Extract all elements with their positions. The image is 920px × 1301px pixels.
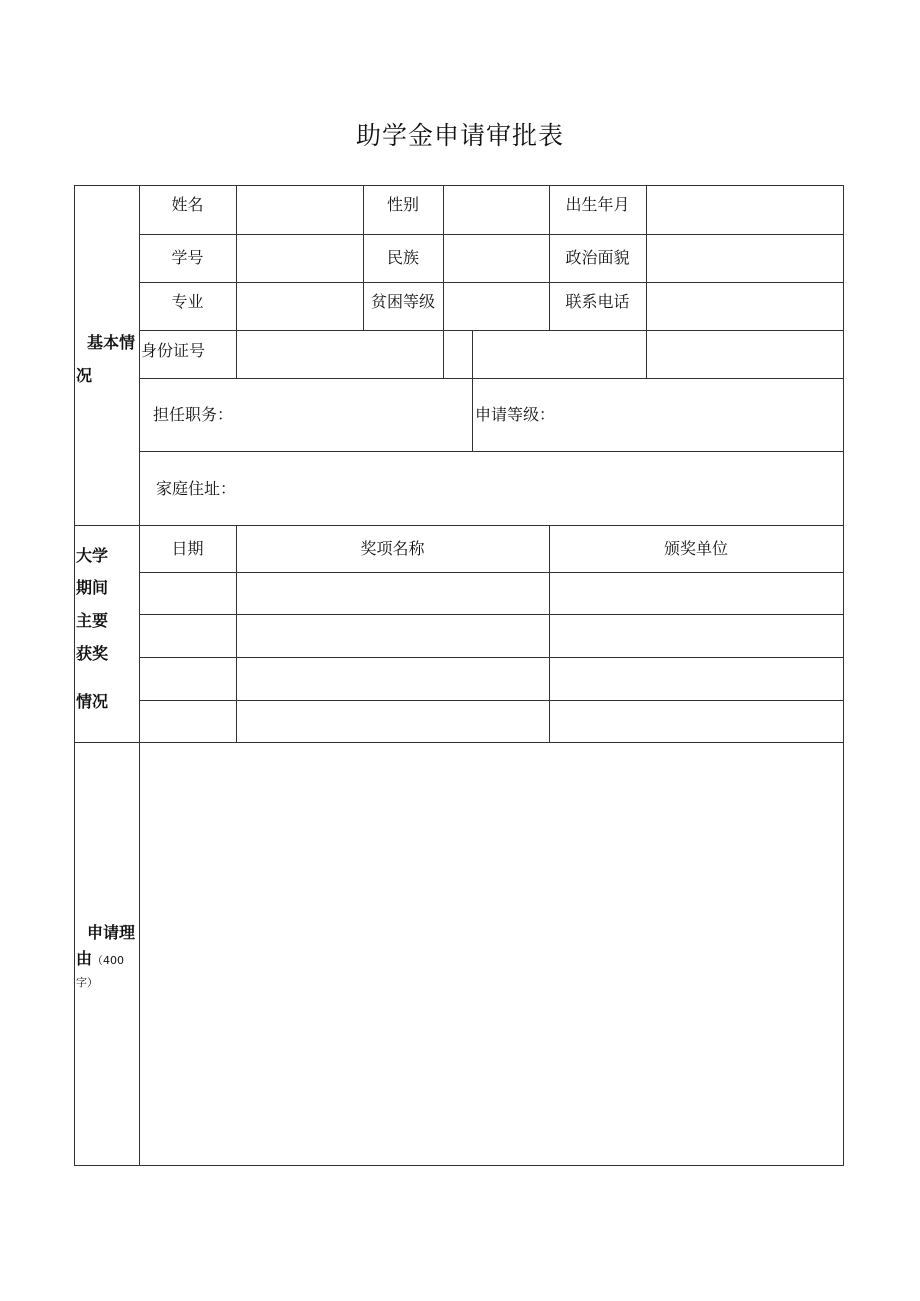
section-basic-label-line1: 基本情 [87, 333, 136, 352]
label-student-id: 学号 [171, 248, 204, 267]
section-awards-label-line1: 大学 [76, 546, 109, 565]
reason-word-limit-unit: 字） [76, 976, 98, 989]
section-awards-label-line2: 期间 [76, 578, 109, 597]
reason-word-limit: （400 [92, 954, 125, 967]
section-basic-label-line2: 况 [76, 366, 93, 385]
page-title: 助学金申请审批表 [355, 121, 564, 150]
label-birth-date: 出生年月 [565, 195, 630, 214]
label-home-address: 家庭住址： [156, 479, 237, 498]
apply-level-field[interactable] [555, 379, 843, 451]
section-awards-label-line3: 主要 [76, 611, 109, 630]
label-major: 专业 [171, 292, 204, 311]
label-poverty-level: 贫困等级 [370, 292, 435, 311]
home-address-field[interactable] [240, 452, 843, 525]
label-apply-level: 申请等级： [475, 405, 556, 424]
extra-field-2[interactable] [647, 331, 843, 378]
political-status-field[interactable] [647, 235, 843, 282]
label-gender: 性别 [386, 195, 419, 214]
awards-header-date: 日期 [171, 539, 204, 558]
position-field[interactable] [236, 379, 472, 451]
name-field[interactable] [237, 186, 363, 234]
student-id-field[interactable] [237, 235, 363, 282]
label-political-status: 政治面貌 [565, 248, 630, 267]
label-phone: 联系电话 [565, 292, 630, 311]
ethnicity-field[interactable] [444, 235, 549, 282]
section-awards-label-line5: 情况 [76, 692, 109, 711]
label-position: 担任职务： [153, 405, 234, 424]
label-name: 姓名 [171, 195, 204, 214]
id-card-field[interactable] [237, 331, 443, 378]
section-reason-label-line1: 申请理 [87, 923, 136, 942]
birth-date-field[interactable] [647, 186, 843, 234]
awards-header-award-name: 奖项名称 [360, 539, 425, 558]
phone-field[interactable] [647, 283, 843, 330]
poverty-level-field[interactable] [444, 283, 549, 330]
section-awards-label-line4: 获奖 [76, 644, 109, 663]
application-reason-field[interactable] [140, 743, 843, 1165]
gender-field[interactable] [444, 186, 549, 234]
label-id-card: 身份证号 [141, 341, 206, 360]
major-field[interactable] [237, 283, 363, 330]
awards-header-issuer: 颁奖单位 [663, 539, 728, 558]
extra-field-1[interactable] [473, 331, 646, 378]
label-ethnicity: 民族 [386, 248, 419, 267]
section-reason-label-line2: 由（400 [76, 949, 125, 968]
